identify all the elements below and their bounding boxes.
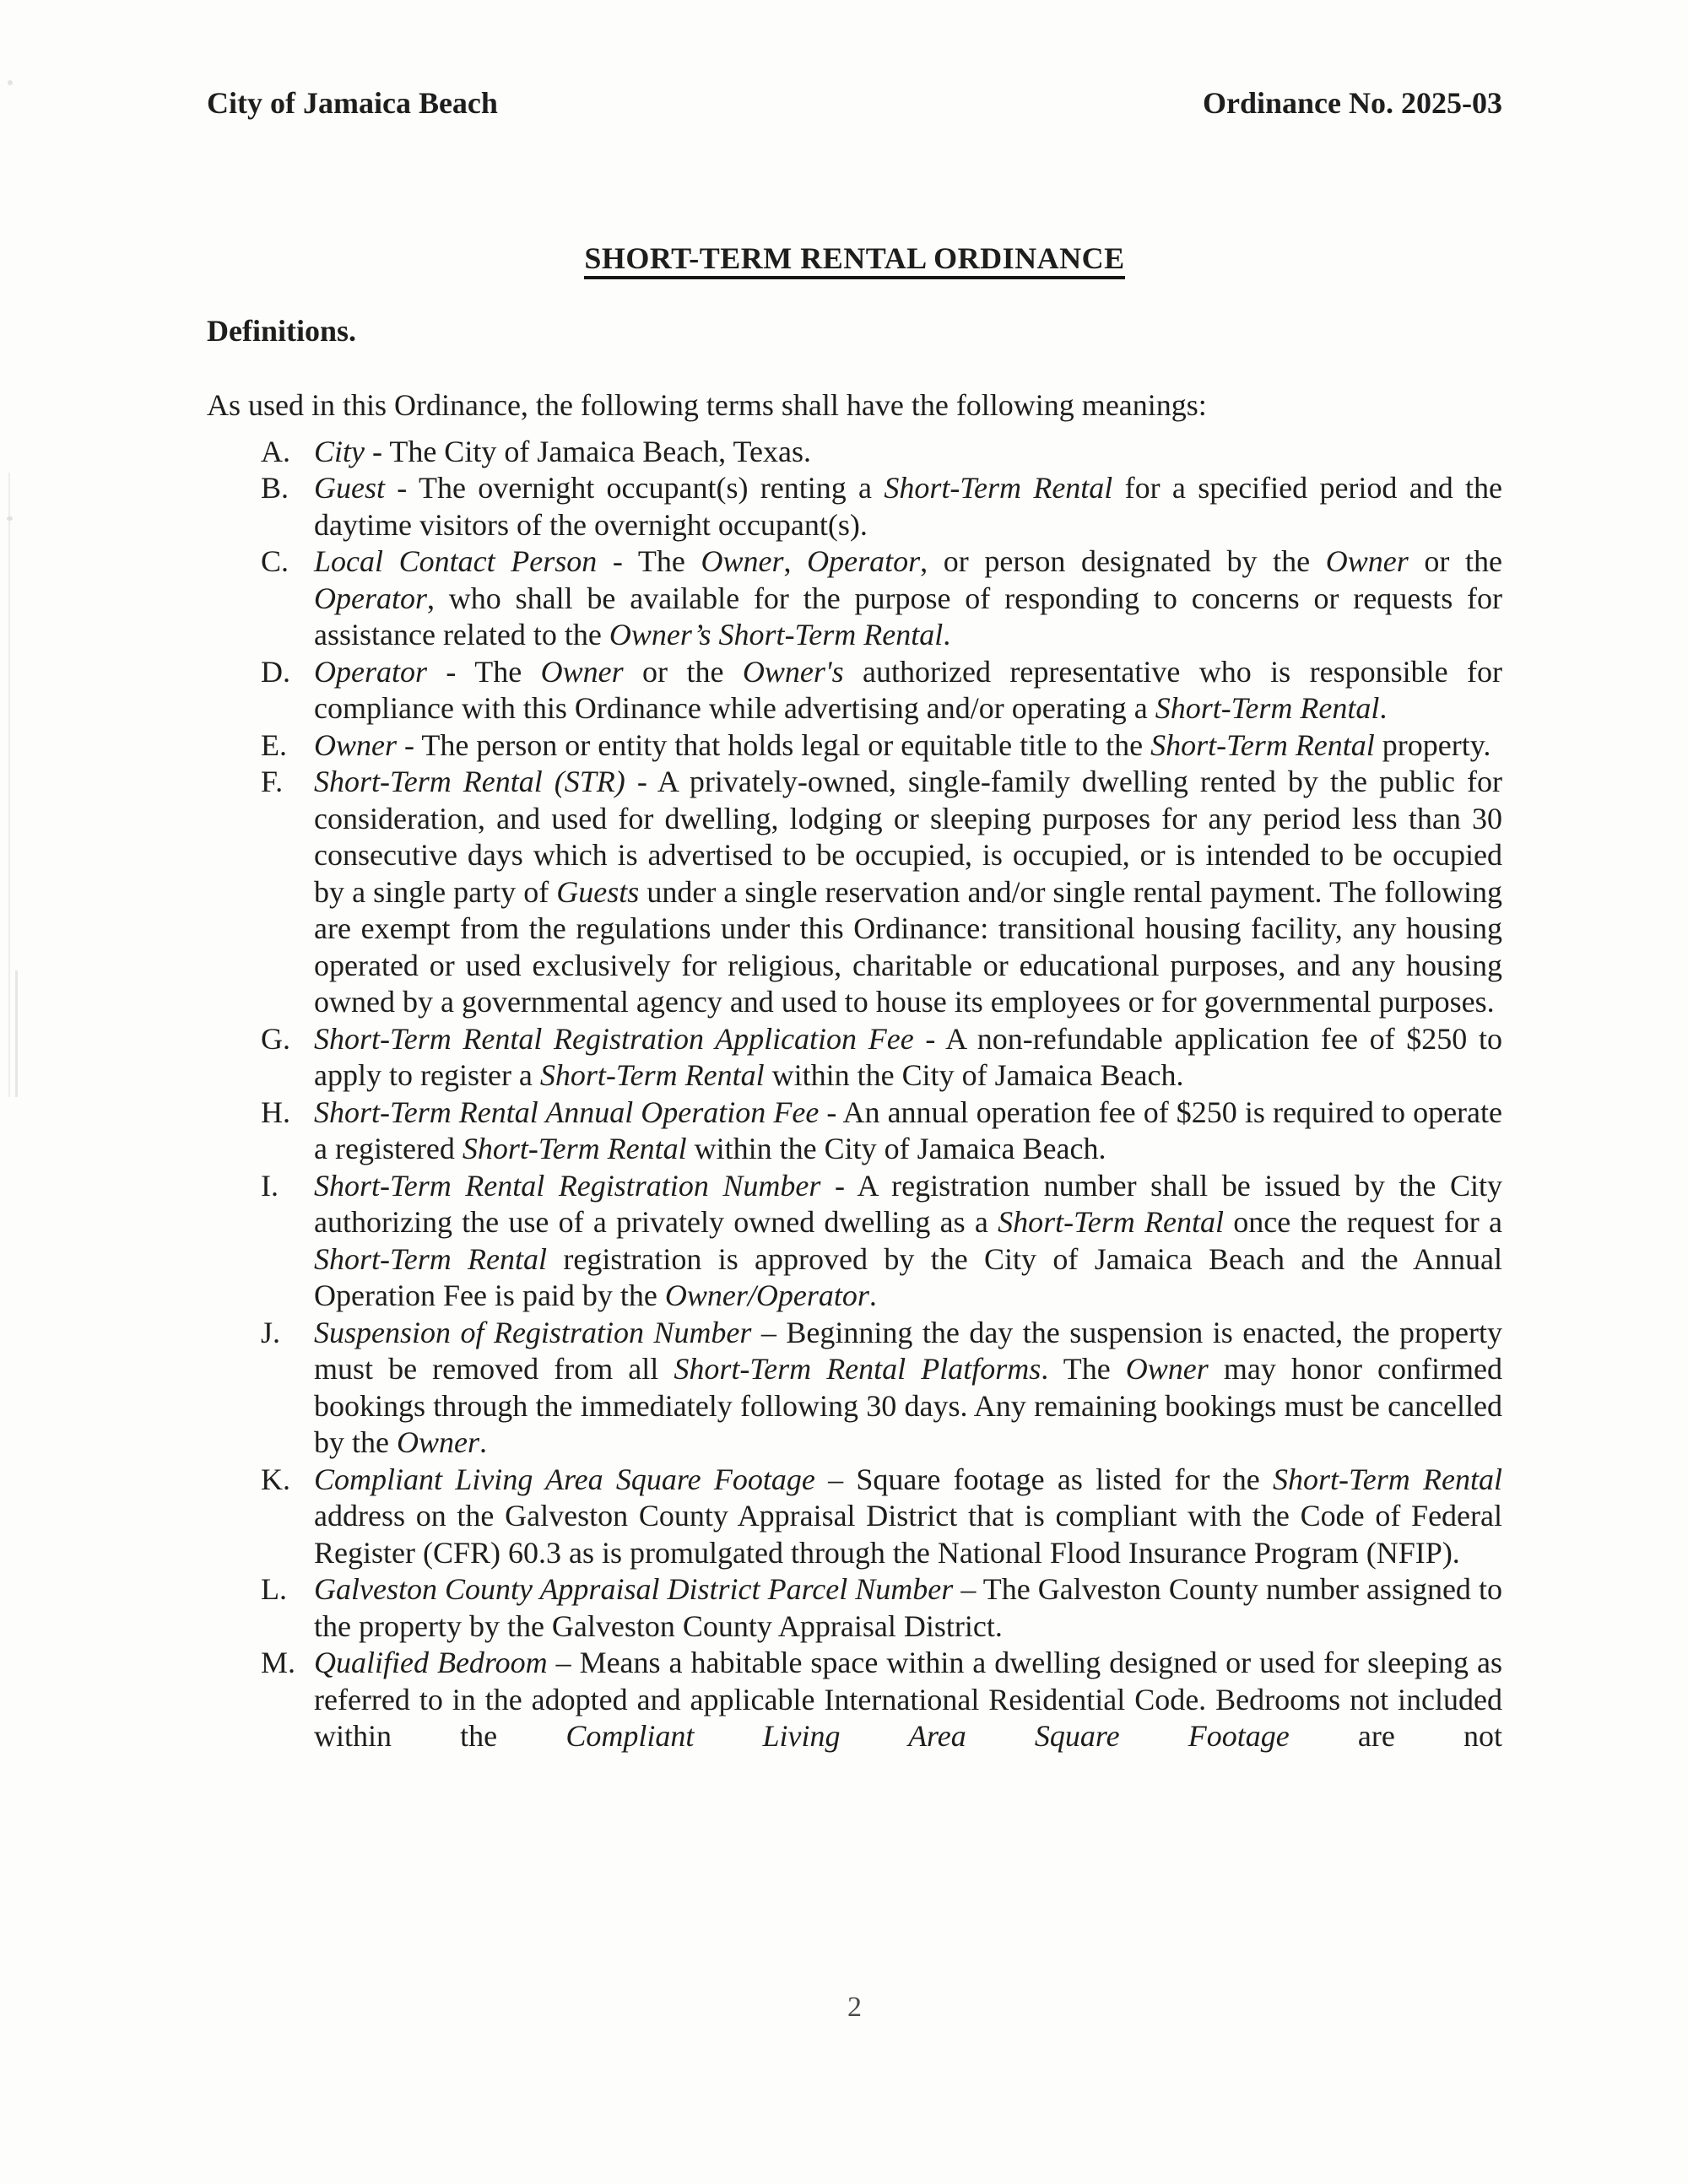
- definition-text: Suspension of Registration Number – Beginning the day the suspension is enacted, the property must be removed from all Short-Term Rental Platforms. The Owner may honor confirmed bookings through the immediately following 30 days. Any remaining bookings must be cancelled by the Owner.: [314, 1315, 1503, 1459]
- definition-text: Short-Term Rental Registration Application Fee - A non-refundable application fee of $250 to apply to register a Short-Term Rental within the City of Jamaica Beach.: [314, 1021, 1502, 1092]
- definition-letter: G.: [261, 1021, 290, 1056]
- definition-text: Short-Term Rental Registration Number - A registration number shall be issued by the City authorizing the use of a privately owned dwelling as a Short-Term Rental once the request for a Short-Term Rental registration is approved by the City of Jamaica Beach and the Annual Operation Fee is paid by the Owner/Operator.: [314, 1168, 1503, 1312]
- definition-item-j: [207, 1315, 1502, 1462]
- definition-text: Galveston County Appraisal District Parcel Number – The Galveston County number assigned to the property by the Galveston County Appraisal District.: [314, 1572, 1502, 1643]
- definitions-list: [207, 434, 1502, 1755]
- definition-text: City - The City of Jamaica Beach, Texas.: [314, 434, 811, 468]
- definition-letter: B.: [261, 471, 289, 505]
- definition-letter: L.: [261, 1572, 287, 1606]
- definition-letter: A.: [261, 434, 290, 468]
- definition-letter: F.: [261, 765, 284, 798]
- definition-item-m: [207, 1645, 1502, 1755]
- document-header: [207, 84, 1502, 122]
- definitions-heading: Definitions.: [207, 314, 357, 348]
- definition-item-g: [207, 1021, 1502, 1095]
- header-city-name: City of Jamaica Beach: [207, 86, 498, 120]
- definition-item-a: [207, 434, 1502, 471]
- definition-text: Short-Term Rental (STR) - A privately-owned, single-family dwelling rented by the public for consideration, and used for dwelling, lodging or sleeping purposes for any period less than 30 consecutive days which is advertised to be occupied, is occupied, or is intended to be occupied by a single party of Guests under a single reservation and/or single rental payment. The following are exempt from the regulations under this Ordinance: transitional housing facility, any housing operated or used exclusively for religious, charitable or educational purposes, and any housing owned by a governmental agency and used to house its employees or for governmental purposes.: [314, 765, 1503, 1019]
- intro-paragraph: As used in this Ordinance, the following terms shall have the following meanings:: [207, 388, 1207, 422]
- definition-letter: J.: [261, 1315, 281, 1349]
- definition-item-e: [207, 727, 1502, 765]
- definition-item-k: [207, 1462, 1502, 1572]
- header-ordinance-number: Ordinance No. 2025-03: [1203, 86, 1502, 120]
- scan-artifact: [7, 516, 13, 521]
- definition-letter: H.: [261, 1095, 290, 1129]
- scan-artifact: [15, 970, 18, 1097]
- document-title: SHORT-TERM RENTAL ORDINANCE: [584, 241, 1124, 279]
- definition-text: Local Contact Person - The Owner, Operator, or person designated by the Owner or the Operator, who shall be available for the purpose of responding to concerns or requests for assistance related to the Owner’s Short-Term Rental.: [314, 544, 1503, 651]
- definition-letter: C.: [261, 544, 289, 578]
- page-content: [207, 0, 1502, 1755]
- definition-text: Short-Term Rental Annual Operation Fee - An annual operation fee of $250 is required to operate a registered Short-Term Rental within the City of Jamaica Beach.: [314, 1095, 1502, 1165]
- scan-artifact: [8, 473, 10, 1097]
- scan-artifact: [8, 80, 13, 85]
- definition-text: Operator - The Owner or the Owner's authorized representative who is responsible for compliance with this Ordinance while advertising and/or operating a Short-Term Rental.: [314, 654, 1503, 725]
- definition-text: Guest - The overnight occupant(s) renting a Short-Term Rental for a specified period and the daytime visitors of the overnight occupant(s).: [314, 471, 1503, 542]
- definition-text: Compliant Living Area Square Footage – Square footage as listed for the Short-Term Rental address on the Galveston County Appraisal District that is compliant with the Code of Federal Register (CFR) 60.3 as is promulgated through the National Flood Insurance Program (NFIP).: [314, 1462, 1502, 1570]
- title-row: [207, 240, 1502, 277]
- definition-item-h: [207, 1095, 1502, 1168]
- definition-text: Owner - The person or entity that holds legal or equitable title to the Short-Term Rental property.: [314, 727, 1491, 762]
- definition-item-i: [207, 1168, 1502, 1315]
- page-number: 2: [847, 1992, 862, 2023]
- definition-item-d: [207, 654, 1502, 727]
- definition-letter: M.: [261, 1646, 296, 1679]
- definition-item-f: [207, 764, 1502, 1021]
- definition-text: Qualified Bedroom – Means a habitable space within a dwelling designed or used for sleeping as referred to in the adopted and applicable International Residential Code. Bedrooms not included within the Compliant Living Area Square Footage are not: [314, 1646, 1503, 1753]
- definition-item-c: [207, 543, 1502, 654]
- definition-item-l: [207, 1571, 1502, 1645]
- definition-letter: E.: [261, 727, 287, 762]
- definition-item-b: [207, 470, 1502, 543]
- definition-letter: K.: [261, 1462, 290, 1496]
- definition-letter: I.: [261, 1168, 279, 1203]
- definition-letter: D.: [261, 654, 290, 689]
